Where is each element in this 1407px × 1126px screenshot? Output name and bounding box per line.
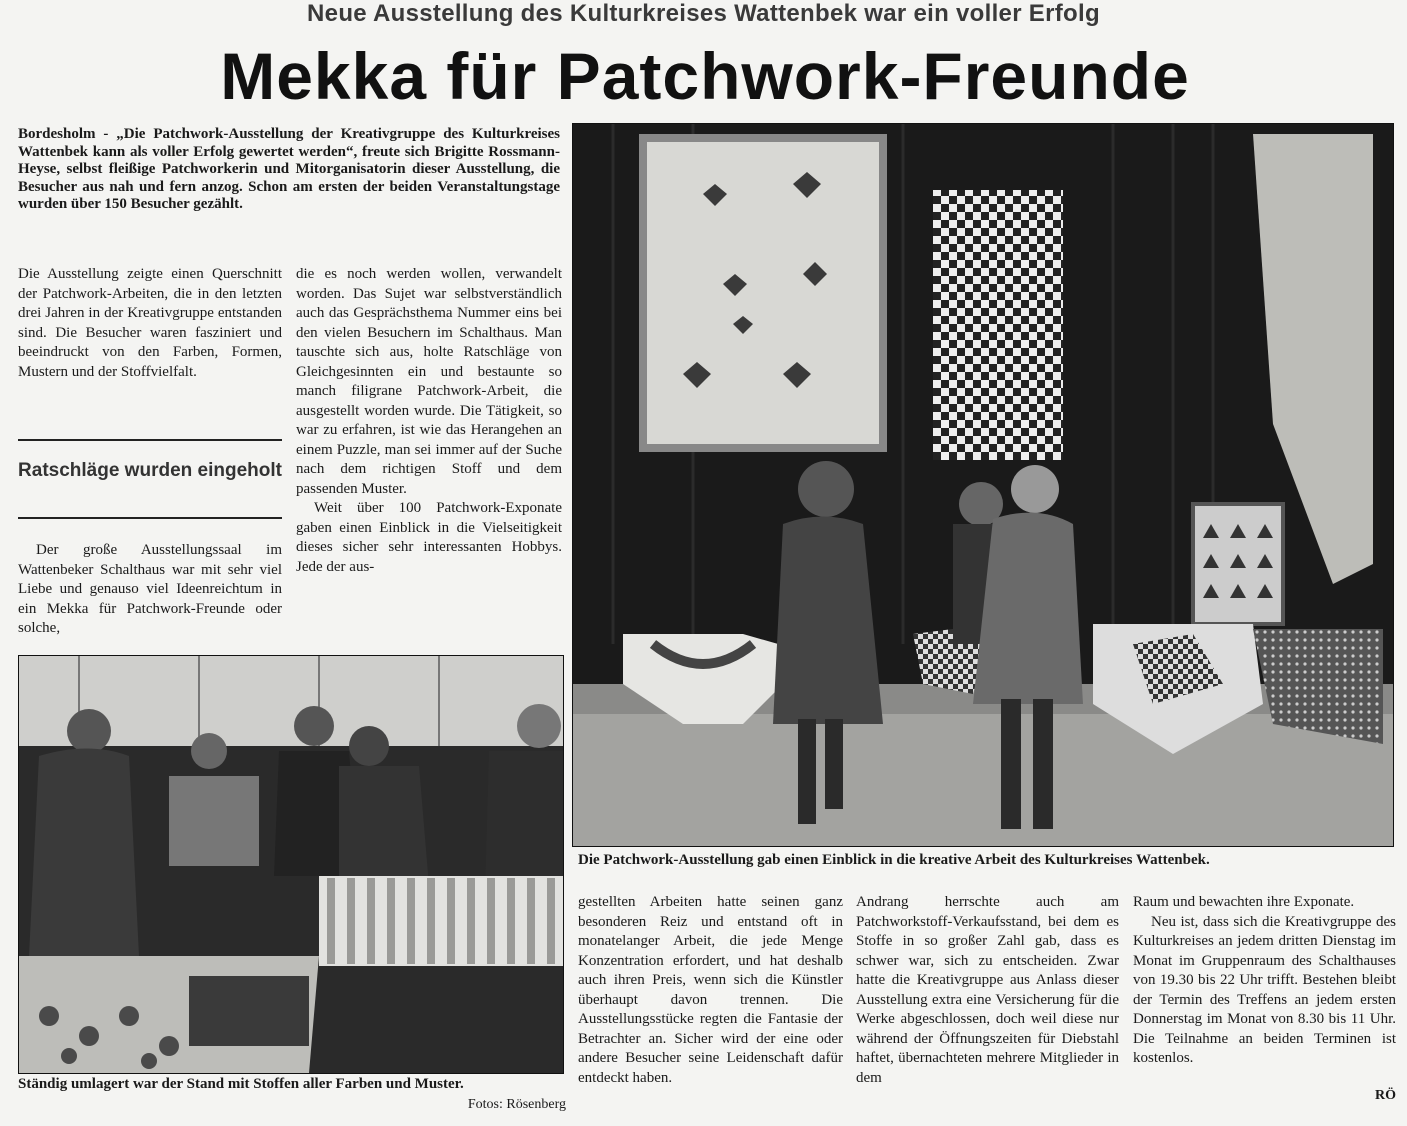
small-photo: [18, 655, 564, 1074]
photo-credit: Fotos: Rösenberg: [467, 1097, 566, 1112]
col5-paragraph-1: Raum und bewachten ihre Exponate.: [1133, 894, 1355, 910]
column-1-top: [18, 265, 282, 382]
main-photo: [572, 123, 1394, 847]
kicker-headline: Neue Ausstellung des Kulturkreises Wattenbek war ein voller Erfolg: [307, 0, 1100, 27]
lead-paragraph: Bordesholm - „Die Patchwork-Ausstellung der Kreativgruppe des Kulturkreises Wattenbek kann als voller Erfolg gewertet werden“, freute sich Brigitte Rossmann-Heyse, selbst fleißige Patchworkerin und Mitorganisatorin dieser Ausstellung, die Besucher aus nah und fern anzog. Schon am ersten der beiden Veranstaltungstage wurden über 150 Besucher gezählt.: [18, 126, 560, 212]
main-headline: Mekka für Patchwork-Freunde: [220, 39, 1190, 113]
subheading: Ratschläge wurden eingeholt: [18, 460, 282, 481]
col1-paragraph-1: Die Ausstellung zeigte einen Querschnitt der Patchwork-Arbeiten, die in den letzten drei Jahren in der Kreativgruppe entstanden sind. Die Besucher waren fasziniert und beeindruckt von den Farben, Formen, Mustern und der Stoffvielfalt.: [18, 266, 282, 380]
col2-paragraph-2: Weit über 100 Patchwork-Exponate gaben einen Einblick in die Vielseitigkeit dieses sicher sehr interessanten Hobbys. Jede der aus-: [296, 500, 562, 575]
column-5: [1133, 893, 1396, 1069]
col5-paragraph-2: Neu ist, dass sich die Kreativgruppe des Kulturkreises an jedem dritten Dienstag im Monat im Gruppenraum des Schalthauses von 19.30 bis 22 Uhr trifft. Bestehen bleibt der Termin des Treffens an jedem ersten Donnerstag im Monat von 8.30 bis 11 Uhr. Die Teilnahme an beiden Terminen ist kostenlos.: [1133, 913, 1396, 1066]
divider-top: [18, 439, 282, 441]
exhibition-hall-image: [573, 124, 1393, 846]
column-3: [578, 893, 843, 1088]
col4-paragraph-1: Andrang herrschte auch am Patchworkstoff-Verkaufsstand, bei dem es Stoffe in so großer Zahl gab, dass es schwer war, sich zu entscheiden. Zwar hatte die Kreativgruppe aus Anlass dieser Ausstellung extra eine Versicherung für die Werke abgeschlossen, doch weil diese nur während der Öffnungszeiten für Diebstahl haftet, übernachteten mehrere Mitglieder in dem: [856, 894, 1119, 1086]
fabric-stand-image: [19, 656, 563, 1073]
column-4: [856, 893, 1119, 1088]
column-2: [296, 265, 562, 577]
author-signature: RÖ: [1375, 1088, 1396, 1103]
small-photo-caption: Ständig umlagert war der Stand mit Stoffen aller Farben und Muster.: [18, 1076, 464, 1092]
divider-bottom: [18, 517, 282, 519]
column-1-bottom: [18, 541, 282, 639]
col3-paragraph-1: gestellten Arbeiten hatte seinen ganz besonderen Reiz und entstand oft in monatelanger Arbeit, die jede Menge Konzentration erfordert, und hat deshalb auch ihren Preis, wenn sich die Künstler überhaupt davon trennen. Die Ausstellungsstücke regten die Fantasie der Betrachter an. Sicher wird der eine oder andere Besucher seine Leidenschaft dafür entdeckt haben.: [578, 894, 843, 1086]
col2-paragraph-1: die es noch werden wollen, verwandelt worden. Das Sujet war selbstverständlich auch das Gesprächsthema Nummer eins bei den vielen Besuchern im Schalthaus. Man tauschte sich aus, holte Ratschläge von Gleichgesinnten ein und bestaunte so manch filigrane Patchwork-Arbeit, die ausgestellt worden wurde. Die Tätigkeit, so war zu erfahren, ist wie das Herangehen an einem Puzzle, man sei immer auf der Suche nach dem richtigen Stoff und dem passenden Muster.: [296, 266, 562, 497]
main-photo-caption: Die Patchwork-Ausstellung gab einen Einblick in die kreative Arbeit des Kulturkreises Wattenbek.: [578, 852, 1210, 868]
col1-paragraph-2: Der große Ausstellungssaal im Wattenbeker Schalthaus war mit sehr viel Liebe und genauso viel Ideenreichtum in ein Mekka für Patchwork-Freunde oder solche,: [18, 542, 282, 636]
